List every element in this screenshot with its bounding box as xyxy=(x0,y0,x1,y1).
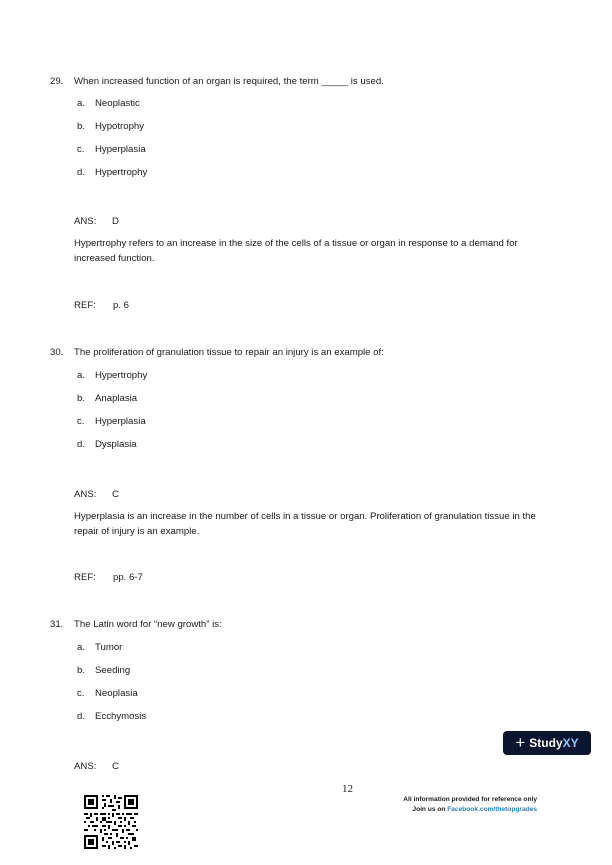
answer-label: ANS: xyxy=(74,216,97,227)
question-text: The Latin word for “new growth” is: xyxy=(74,619,222,630)
option-letter: a. xyxy=(77,370,86,381)
option-letter: c. xyxy=(77,416,85,427)
qr-code-icon[interactable] xyxy=(84,795,138,849)
studyxy-badge[interactable] xyxy=(503,731,591,755)
option-text: Anaplasia xyxy=(95,393,138,404)
answer-value: D xyxy=(112,216,119,227)
page-number: 12 xyxy=(342,783,353,795)
option-letter: c. xyxy=(77,688,85,699)
option-text: Hypertrophy xyxy=(95,167,148,178)
option-letter: b. xyxy=(77,393,86,404)
option-letter: a. xyxy=(77,642,86,653)
footer-join: Join us on Facebook.com/thetopgrades xyxy=(412,806,537,813)
answer-label: ANS: xyxy=(74,489,97,500)
option-text: Neoplasia xyxy=(95,688,138,699)
question-number: 31. xyxy=(50,619,64,630)
option-letter: b. xyxy=(77,665,86,676)
reference-value: pp. 6-7 xyxy=(113,572,143,583)
question-text: The proliferation of granulation tissue to repair an injury is an example of: xyxy=(74,347,384,358)
plus-icon: + xyxy=(515,732,526,752)
answer-label: ANS: xyxy=(74,761,97,772)
option-text: Hyperplasia xyxy=(95,416,146,427)
option-text: Neoplastic xyxy=(95,98,140,109)
option-text: Hyperplasia xyxy=(95,144,146,155)
answer-explanation: Hyperplasia is an increase in the number of cells in a tissue or organ. Proliferation of granulation tissue in the repair of injury is an example. xyxy=(74,511,536,537)
facebook-link[interactable]: Facebook.com/thetopgrades xyxy=(447,806,537,813)
footer-disclaimer: All information provided for reference only xyxy=(403,796,537,803)
option-text: Hypotrophy xyxy=(95,121,145,132)
option-letter: b. xyxy=(77,121,86,132)
option-letter: d. xyxy=(77,711,86,722)
question-number: 29. xyxy=(50,76,64,87)
option-text: Ecchymosis xyxy=(95,711,147,722)
option-letter: d. xyxy=(77,439,86,450)
question-text: When increased function of an organ is required, the term _____ is used. xyxy=(74,76,384,87)
option-text: Hypertrophy xyxy=(95,370,148,381)
reference-label: REF: xyxy=(74,300,96,311)
answer-value: C xyxy=(112,489,119,500)
option-text: Seeding xyxy=(95,665,131,676)
reference-value: p. 6 xyxy=(113,300,130,311)
answer-value: C xyxy=(112,761,119,772)
option-letter: a. xyxy=(77,98,86,109)
option-text: Tumor xyxy=(95,642,123,653)
reference-label: REF: xyxy=(74,572,96,583)
option-letter: c. xyxy=(77,144,85,155)
badge-brand: StudyXY xyxy=(529,736,579,750)
question-number: 30. xyxy=(50,347,64,358)
answer-explanation: Hypertrophy refers to an increase in the size of the cells of a tissue or organ in response to a demand for increased function. xyxy=(74,238,518,264)
option-letter: d. xyxy=(77,167,86,178)
option-text: Dysplasia xyxy=(95,439,137,450)
